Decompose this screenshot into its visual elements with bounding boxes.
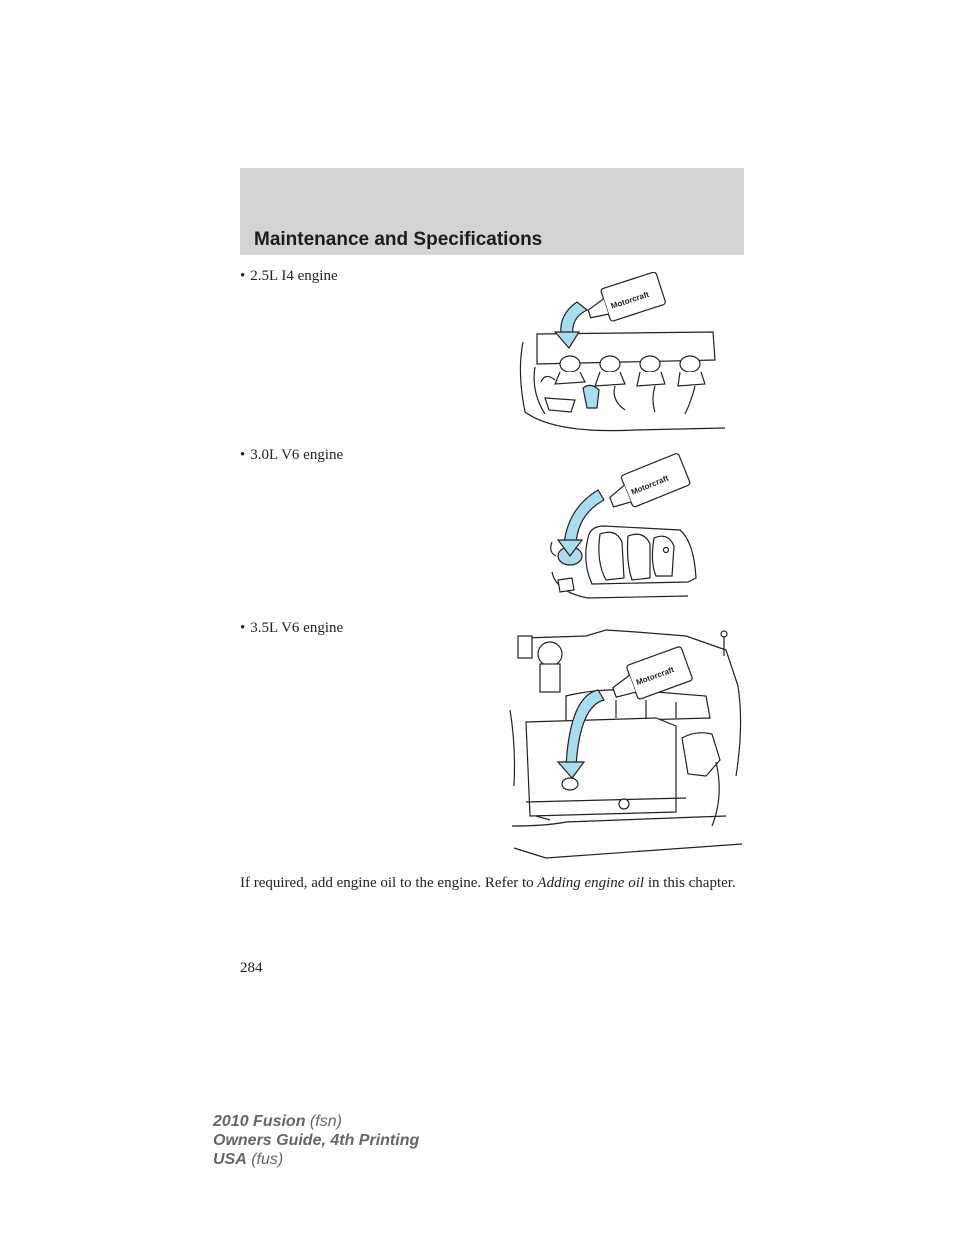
engine-3-0l-illustration — [548, 452, 700, 606]
cross-reference: Adding engine oil — [537, 875, 645, 891]
footer-market-code: (fus) — [246, 1151, 284, 1168]
footer-model-code: (fsn) — [305, 1113, 342, 1130]
footer-model: 2010 Fusion — [213, 1113, 306, 1130]
footer-market: USA — [213, 1151, 247, 1168]
svg-text:Motorcraft: Motorcraft — [634, 665, 676, 688]
bullet-dot-icon: • — [240, 447, 246, 463]
bullet-item — [240, 447, 343, 464]
bullet-item — [240, 620, 343, 637]
svg-text:Motorcraft: Motorcraft — [609, 289, 651, 311]
document-footer — [213, 1112, 419, 1169]
engine-2-5l-illustration — [515, 272, 740, 434]
engine-3-5l-illustration — [506, 626, 744, 860]
bullet-label: 2.5L I4 engine — [250, 268, 338, 284]
bullet-dot-icon: • — [240, 620, 246, 636]
page-number: 284 — [240, 960, 263, 976]
footer-line — [213, 1150, 419, 1169]
footer-edition: Owners Guide, 4th Printing — [213, 1132, 420, 1149]
footer-line — [213, 1131, 419, 1150]
instruction-text-end: in this chapter. — [644, 875, 736, 891]
instruction-paragraph — [240, 875, 745, 892]
svg-text:Motorcraft: Motorcraft — [629, 473, 670, 497]
instruction-text: If required, add engine oil to the engine. Refer to — [240, 875, 538, 891]
section-header-band — [240, 168, 744, 255]
bullet-label: 3.0L V6 engine — [250, 447, 344, 463]
section-title: Maintenance and Specifications — [254, 229, 543, 250]
bullet-item — [240, 268, 338, 285]
footer-line — [213, 1112, 419, 1131]
bullet-dot-icon: • — [240, 268, 246, 284]
bullet-label: 3.5L V6 engine — [250, 620, 344, 636]
